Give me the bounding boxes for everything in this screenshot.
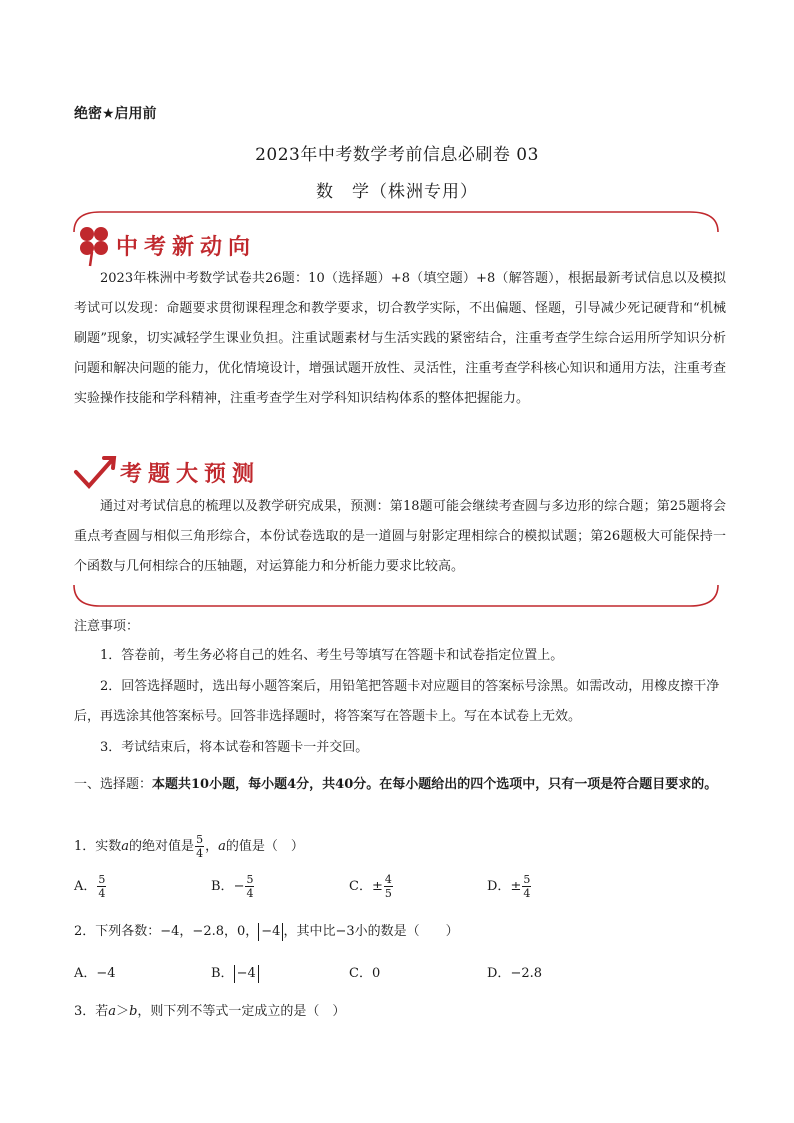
q1-var2: a (218, 839, 226, 854)
exam-subject: 数 学（株洲专用） (316, 182, 478, 202)
q3-expr-a: a (108, 1004, 117, 1019)
exam-title: 2023年中考数学考前信息必刷卷 03 (255, 145, 539, 165)
note-item-1: 1．答卷前，考生务必将自己的姓名、考生号等填写在答题卡和试卷指定位置上。 (100, 648, 564, 663)
note-item-3: 3．考试结束后，将本试卷和答题卡一并交回。 (100, 740, 369, 755)
q3-suffix: ，则下列不等式一定成立的是（ ） (137, 1004, 346, 1019)
q2-option-c: C．0 (349, 966, 381, 981)
confidential-mark: 绝密★启用前 (74, 106, 157, 122)
q1-prefix: 1．实数 (74, 839, 122, 854)
q1-suffix: 的值是（ ） (225, 839, 304, 854)
predict-paragraph: 通过对考试信息的梳理以及教学研究成果，预测：第18题可能会继续考查圆与多边形的综合题；第25题将会重点考查圆与相似三角形综合，本份试卷选取的是一道圆与射影定理相综合的模拟试题；第26题极大可能保持一个函数与几何相综合的压轴题，对运算能力和分析能力要求比较高。 (74, 499, 726, 574)
q1-option-b: B．− $\frac{5}{4}$ (211, 873, 254, 900)
check-arrow-icon (76, 458, 114, 486)
note-item-2: 2．回答选择题时，选出每小题答案后，用铅笔把答题卡对应题目的答案标号涂黑。如需改动，用橡皮擦干净后，再选涂其他答案标号。回答非选择题时，将答案写在答题卡上。写在本试卷上无效。 (74, 679, 720, 724)
section-1-text: 本题共10小题，每小题4分，共40分。在每小题给出的四个选项中，只有一项是符合题目要求的。 (152, 777, 718, 792)
q2-option-b: B． −4 (211, 962, 259, 983)
q2-option-d: D．−2.8 (487, 966, 543, 981)
q1-fraction: $\frac{5}{4}$ (196, 833, 204, 860)
q1-option-c: C．± $\frac{4}{5}$ (349, 873, 392, 900)
trend-heading: 中考新动向 (116, 235, 257, 260)
q3-prefix: 3．若 (74, 1004, 109, 1019)
box-bottom-curve (74, 585, 718, 606)
trend-paragraph: 2023年株洲中考数学试卷共26题：10（选择题）+8（填空题）+8（解答题），根据最新考试信息以及模拟考试可以发现：命题要求贯彻课程理念和教学要求，切合教学实际，不出偏题、怪题，引导减少死记硬背和“机械刷题”现象，切实减轻学生课业负担。注重试题素材与生活实践的紧密结合，注重考查学生综合运用所学知识分析问题和解决问题的能力，优化情境设计，增强试题开放性、灵活性，注重考查学科核心知识和通用方法，注重考查实验操作技能和学科精神，注重考查学生对学科知识结构体系的整体把握能力。 (74, 271, 726, 406)
question-3 (74, 1000, 345, 1019)
q2-prefix: 2．下列各数：−4，−2.8，0， (74, 924, 259, 939)
q1-var: a (121, 839, 130, 854)
clover-icon (80, 227, 108, 266)
predict-heading: 考题大预测 (120, 462, 261, 487)
section-1-lead: 一、选择题： (74, 777, 153, 792)
notes-title: 注意事项： (74, 619, 140, 634)
q2-option-a: A．−4 (74, 966, 116, 981)
question-2 (74, 920, 459, 941)
q3-expr-op: ＞ (116, 1004, 130, 1019)
q1-option-d: D．± $\frac{5}{4}$ (487, 873, 531, 900)
q2-abs-value: −4 (258, 923, 283, 941)
q2-suffix: ，其中比−3小的数是（ ） (283, 924, 459, 939)
question-1 (74, 833, 304, 860)
q3-expr-b: b (129, 1004, 138, 1019)
q1-option-a: A． $\frac{5}{4}$ (74, 873, 106, 900)
box-top-curve (74, 212, 718, 232)
section-1-instructions (74, 770, 726, 800)
q1-sep: ， (205, 839, 219, 854)
q1-mid: 的绝对值是 (129, 839, 195, 854)
